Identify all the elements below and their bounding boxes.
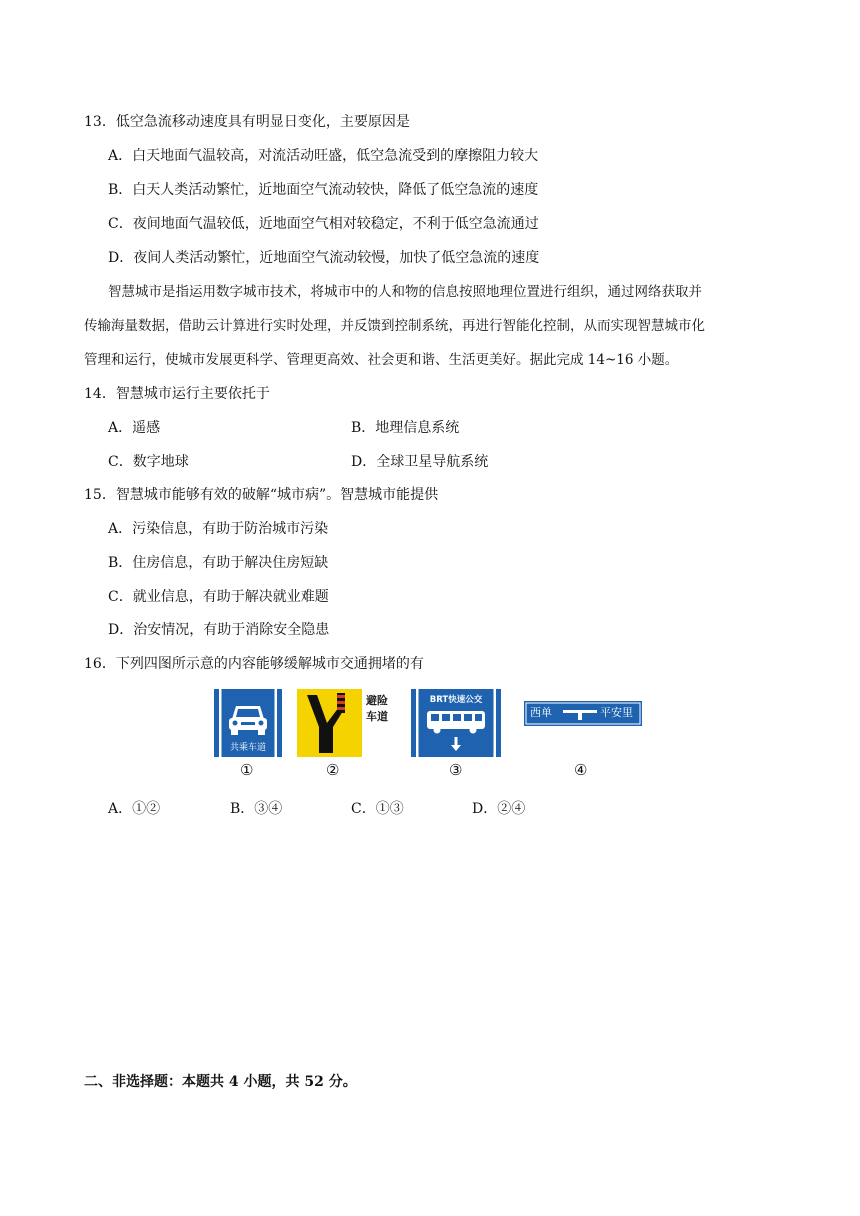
q16-option-b: B．③④ — [230, 801, 283, 817]
escape-lane-label-bottom: 车道 — [366, 710, 388, 723]
q13-option-a: A．白天地面气温较高，对流活动旺盛，低空急流受到的摩擦阻力较大 — [108, 148, 539, 164]
q14-option-b: B．地理信息系统 — [351, 420, 460, 436]
q13-option-d: D．夜间人类活动繁忙，近地面空气流动较慢，加快了低空急流的速度 — [108, 250, 540, 266]
numeral-3: ③ — [449, 761, 463, 779]
q13-stem: 13．低空急流移动速度具有明显日变化，主要原因是 — [84, 114, 410, 130]
carpool-lane-sign — [214, 689, 282, 757]
brt-sign-label: BRT快速公交 — [429, 695, 483, 705]
numeral-4: ④ — [574, 761, 588, 779]
escape-lane-sign — [297, 689, 362, 757]
passage-line-1: 智慧城市是指运用数字城市技术，将城市中的人和物的信息按照地理位置进行组织，通过网络获取并 — [108, 284, 702, 300]
q14-option-c: C．数字地球 — [108, 454, 189, 470]
t-junction-icon — [563, 710, 597, 720]
direction-sign — [524, 701, 642, 726]
numeral-1: ① — [240, 761, 254, 779]
q15-option-b: B．住房信息，有助于解决住房短缺 — [108, 555, 329, 571]
hazard-stripes-icon — [337, 693, 345, 713]
q14-option-d: D．全球卫星导航系统 — [351, 454, 489, 470]
q16-stem: 16．下列四图所示意的内容能够缓解城市交通拥堵的有 — [84, 656, 424, 672]
direction-right-label: 平安里 — [600, 706, 633, 719]
q16-option-c: C．①③ — [351, 801, 404, 817]
numeral-2: ② — [326, 761, 340, 779]
escape-lane-label-top: 避险 — [366, 694, 388, 707]
passage-line-3: 管理和运行，使城市发展更科学、管理更高效、社会更和谐、生活更美好。据此完成 14~16 小题。 — [84, 352, 679, 368]
q16-option-d: D．②④ — [472, 801, 526, 817]
q15-option-a: A．污染信息，有助于防治城市污染 — [108, 521, 329, 537]
q16-option-a: A．①② — [108, 801, 161, 817]
q15-option-d: D．治安情况，有助于消除安全隐患 — [108, 622, 330, 638]
q14-option-a: A．遥感 — [108, 420, 161, 436]
q15-stem: 15．智慧城市能够有效的破解“城市病”。智慧城市能提供 — [84, 487, 439, 503]
passage-line-2: 传输海量数据，借助云计算进行实时处理，并反馈到控制系统，再进行智能化控制，从而实现智慧城市化 — [84, 318, 705, 334]
carpool-sign-label: 共乘车道 — [229, 743, 266, 753]
q13-option-c: C．夜间地面气温较低，近地面空气相对较稳定，不利于低空急流通过 — [108, 216, 539, 232]
section-2-heading: 二、非选择题：本题共 4 小题，共 52 分。 — [84, 1074, 357, 1090]
q14-stem: 14．智慧城市运行主要依托于 — [84, 386, 270, 402]
q15-option-c: C．就业信息，有助于解决就业难题 — [108, 589, 329, 605]
direction-left-label: 西单 — [530, 706, 552, 719]
q13-option-b: B．白天人类活动繁忙，近地面空气流动较快，降低了低空急流的速度 — [108, 182, 539, 198]
brt-bus-sign — [411, 689, 501, 757]
